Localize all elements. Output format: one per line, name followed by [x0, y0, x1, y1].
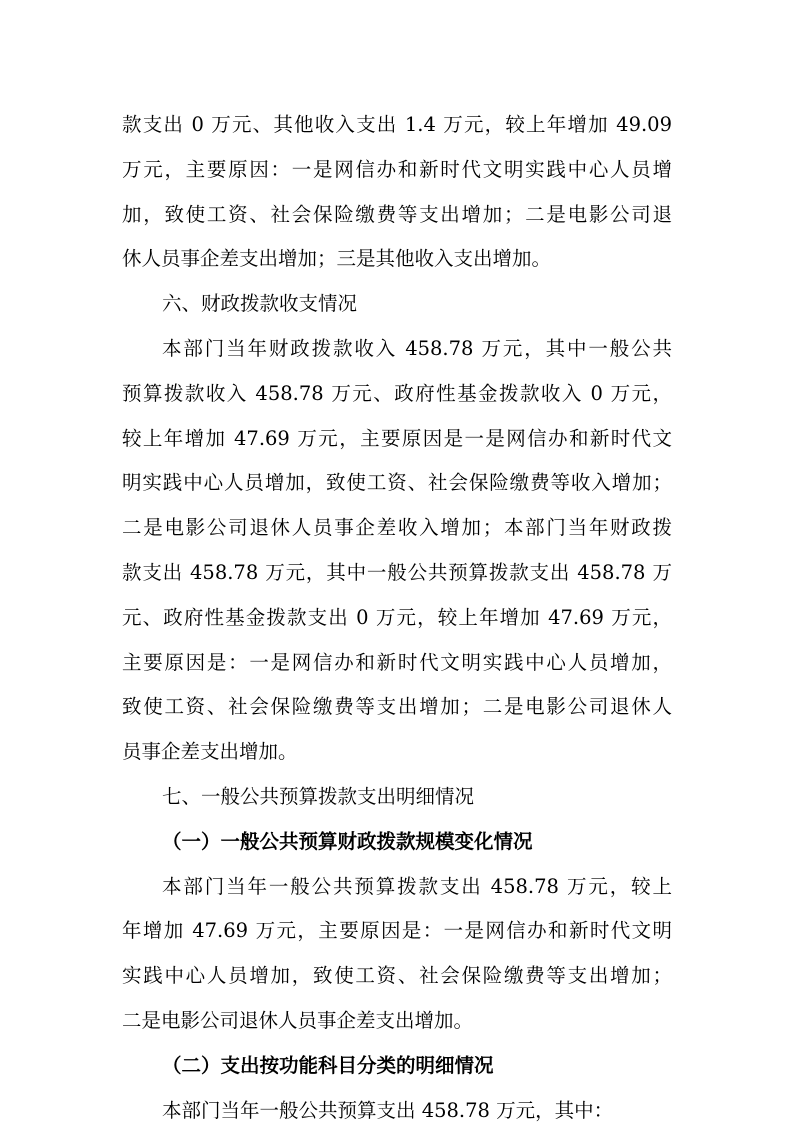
- paragraph-line: 年增加 47.69 万元，主要原因是：一是网信办和新时代文明: [122, 919, 672, 942]
- paragraph-line: 员事企差支出增加。: [122, 740, 298, 763]
- paragraph-line: 休人员事企差支出增加；三是其他收入支出增加。: [122, 247, 552, 270]
- paragraph-line: 二是电影公司退休人员事企差收入增加；本部门当年财政拨: [122, 516, 672, 539]
- paragraph-line: 元、政府性基金拨款支出 0 万元，较上年增加 47.69 万元，: [122, 606, 672, 629]
- paragraph-line: 款支出 0 万元、其他收入支出 1.4 万元，较上年增加 49.09: [122, 113, 672, 136]
- paragraph-line: 本部门当年一般公共预算拨款支出 458.78 万元，较上: [162, 875, 672, 898]
- subsection-heading-7-1: （一）一般公共预算财政拨款规模变化情况: [162, 830, 533, 853]
- subsection-heading-7-2: （二）支出按功能科目分类的明细情况: [162, 1054, 494, 1077]
- paragraph-line: 二是电影公司退休人员事企差支出增加。: [122, 1009, 474, 1032]
- paragraph-line: 实践中心人员增加，致使工资、社会保险缴费等支出增加；: [122, 964, 672, 987]
- paragraph-line: 预算拨款收入 458.78 万元、政府性基金拨款收入 0 万元，: [122, 382, 672, 405]
- paragraph-line: 本部门当年一般公共预算支出 458.78 万元，其中：: [162, 1099, 614, 1122]
- paragraph-line: 万元，主要原因：一是网信办和新时代文明实践中心人员增: [122, 158, 672, 181]
- paragraph-line: 致使工资、社会保险缴费等支出增加；二是电影公司退休人: [122, 695, 672, 718]
- paragraph-line: 加，致使工资、社会保险缴费等支出增加；二是电影公司退: [122, 203, 672, 226]
- section-heading-6: 六、财政拨款收支情况: [162, 292, 358, 315]
- paragraph-line: 主要原因是：一是网信办和新时代文明实践中心人员增加，: [122, 651, 672, 674]
- paragraph-line: 明实践中心人员增加，致使工资、社会保险缴费等收入增加；: [122, 471, 672, 494]
- paragraph-line: 本部门当年财政拨款收入 458.78 万元，其中一般公共: [162, 337, 672, 360]
- paragraph-line: 款支出 458.78 万元，其中一般公共预算拨款支出 458.78 万: [122, 561, 672, 584]
- section-heading-7: 七、一般公共预算拨款支出明细情况: [162, 785, 475, 808]
- paragraph-line: 较上年增加 47.69 万元，主要原因是一是网信办和新时代文: [122, 427, 672, 450]
